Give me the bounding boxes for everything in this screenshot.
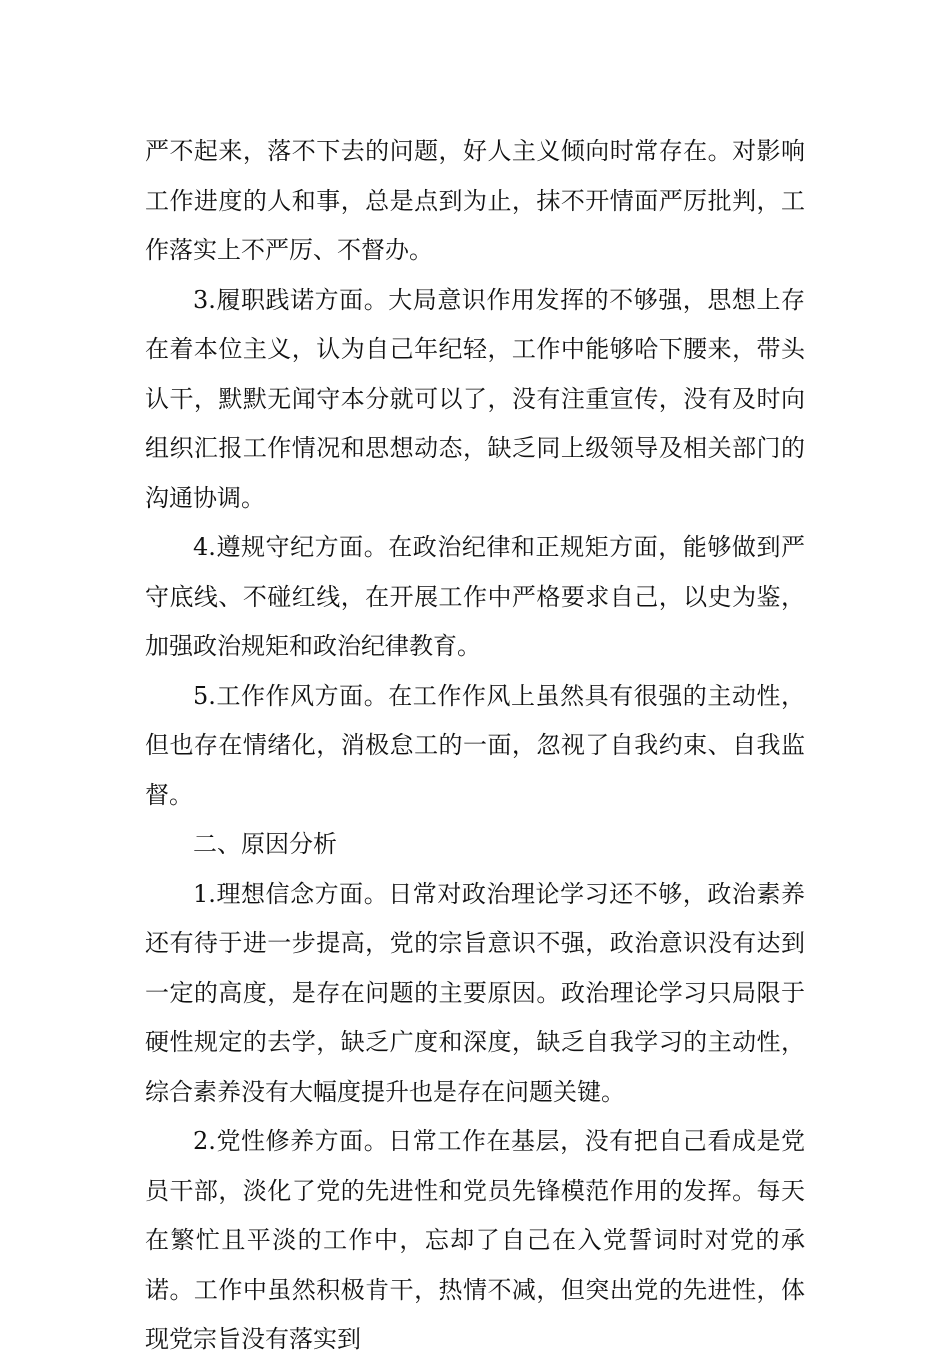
paragraph-party-cultivation: 2.党性修养方面。日常工作在基层，没有把自己看成是党员干部，淡化了党的先进性和党员先锋模范作用的发挥。每天在繁忙且平淡的工作中，忘却了自己在入党誓词时对党的承诺。工作中虽然积极肯干，热情不减，但突出党的先进性，体现党宗旨没有落实到 xyxy=(145,1127,805,1353)
paragraph-work-style: 5.工作作风方面。在工作作风上虽然具有很强的主动性，但也存在情绪化，消极怠工的一面，忽视了自我约束、自我监督。 xyxy=(145,681,805,809)
paragraph-ideals-beliefs: 1.理想信念方面。日常对政治理论学习还不够，政治素养还有待于进一步提高，党的宗旨意识不强，政治意识没有达到一定的高度，是存在问题的主要原因。政治理论学习只局限于硬性规定的去学，缺乏广度和深度，缺乏自我学习的主动性，综合素养没有大幅度提升也是存在问题关键。 xyxy=(145,879,805,1106)
section-heading-cause-analysis: 二、原因分析 xyxy=(193,830,337,858)
paragraph-continuation: 严不起来，落不下去的问题，好人主义倾向时常存在。对影响工作进度的人和事，总是点到为止，抹不开情面严厉批判，工作落实上不严厉、不督办。 xyxy=(145,137,805,264)
paragraph-fulfilling-duties: 3.履职践诺方面。大局意识作用发挥的不够强，思想上存在着本位主义，认为自己年纪轻，工作中能够哈下腰来，带头认干，默默无闻守本分就可以了，没有注重宣传，没有及时向组织汇报工作情况和思想动态，缺乏同上级领导及相关部门的沟通协调。 xyxy=(145,285,805,512)
paragraph-discipline: 4.遵规守纪方面。在政治纪律和正规矩方面，能够做到严守底线、不碰红线，在开展工作中严格要求自己，以史为鉴，加强政治规矩和政治纪律教育。 xyxy=(145,533,805,660)
document-page xyxy=(145,127,805,1365)
